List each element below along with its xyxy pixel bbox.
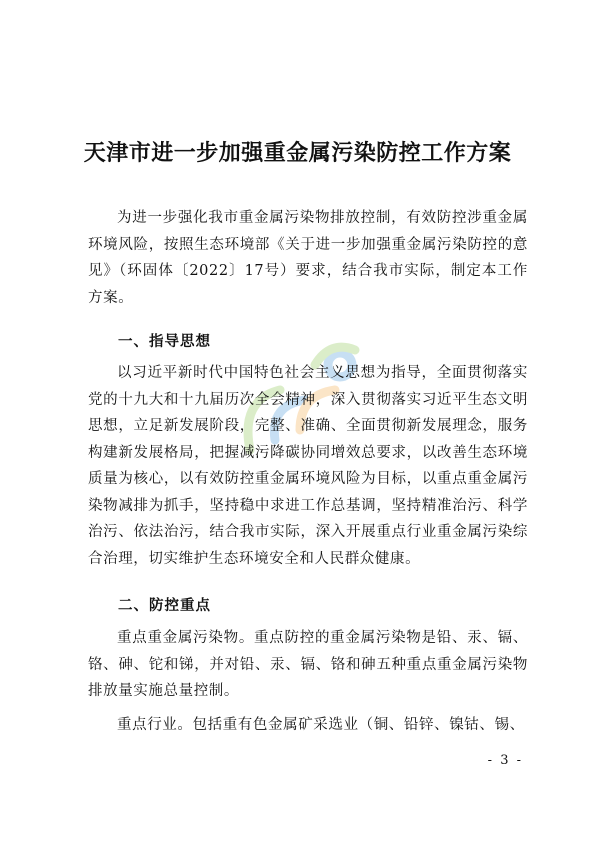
document-title: 天津市进一步加强重金属污染防控工作方案 (83, 140, 512, 166)
section-body-guiding-ideology: 以习近平新时代中国特色社会主义思想为指导，全面贯彻落实党的十九大和十九届历次全会精神，深入贯彻落实习近平生态文明思想，立足新发展阶段，完整、准确、全面贯彻新发展理念，服务构建新发展格局，把握减污降碳协同增效总要求，以改善生态环境质量为核心，以有效防控重金属环境风险为目标，以重点重金属污染物减排为抓手，坚持稳中求进工作总基调，坚持精准治污、科学治污、依法治污，结合我市实际，深入开展重点行业重金属污染综合治理，切实维护生态环境安全和人民群众健康。 (88, 365, 528, 567)
intro-paragraph: 为进一步强化我市重金属污染物排放控制，有效防控涉重金属环境风险，按照生态环境部《关于进一步加强重金属污染防控的意见》（环固体〔2022〕17号）要求，结合我市实际，制定本工作方案。 (88, 210, 528, 306)
section-heading-guiding-ideology: 一、指导思想 (118, 334, 211, 350)
paragraph-key-industries: 重点行业。包括重有色金属矿采选业（铜、铅锌、镍钴、锡、 (117, 717, 525, 733)
section-heading-control-focus: 二、防控重点 (118, 598, 211, 614)
paragraph-key-pollutants: 重点重金属污染物。重点防控的重金属污染物是铅、汞、镉、铬、砷、铊和锑，并对铅、汞、镉、铬和砷五种重点重金属污染物排放量实施总量控制。 (88, 630, 528, 699)
page-number: - 3 - (487, 753, 523, 768)
